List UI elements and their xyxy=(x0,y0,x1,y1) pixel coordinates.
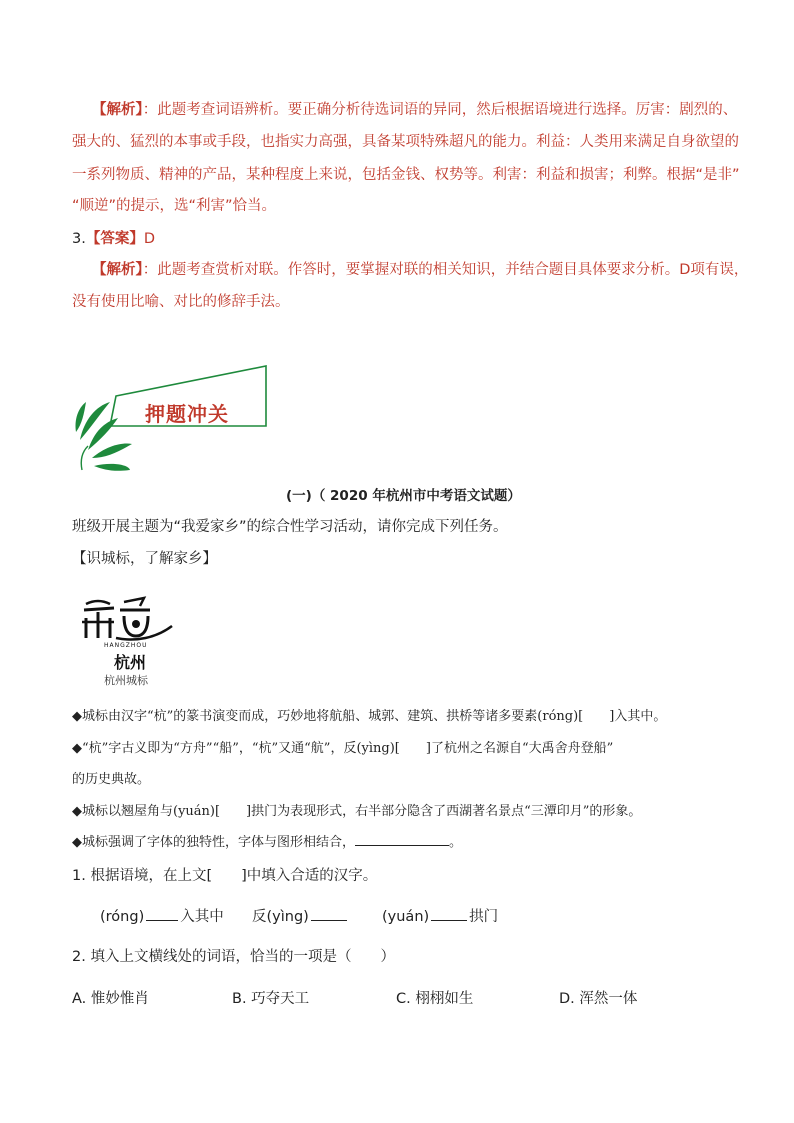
banner-title: 押题冲关 xyxy=(145,402,229,426)
analysis3-line1: 【解析】：此题考查赏析对联。作答时，要掌握对联的相关知识，并结合题目具体要求分析。D项有误， xyxy=(92,262,749,278)
bullet-item: ◆城标由汉字“杭”的篆书演变而成，巧妙地将航船、城郭、建筑、拱桥等诸多要素(róng)[ ]入其中。 xyxy=(72,709,667,724)
leaf-shape xyxy=(94,464,130,471)
answer-blank[interactable] xyxy=(431,906,467,921)
option-d[interactable]: D. 浑然一体 xyxy=(559,991,638,1007)
analysis3-line2: 没有使用比喻、对比的修辞手法。 xyxy=(72,294,290,310)
logo-caption: 杭州城标 xyxy=(104,674,148,687)
section-intro: 班级开展主题为“我爱家乡”的综合性学习活动，请你完成下列任务。 xyxy=(72,519,508,535)
leaf-shape xyxy=(92,444,132,458)
section-heading: (一)（ 2020 年杭州市中考语文试题） xyxy=(286,488,521,504)
question-1-stem: 1. 根据语境，在上文[ ]中填入合适的汉字。 xyxy=(72,868,378,884)
answer-blank[interactable] xyxy=(311,906,347,921)
answer-blank[interactable] xyxy=(355,831,449,846)
bullet-item: ◆城标强调了字体的独特性，字体与图形相结合， 。 xyxy=(72,831,462,850)
option-b[interactable]: B. 巧夺天工 xyxy=(232,991,310,1007)
leaf-stem xyxy=(81,446,88,470)
q1-answer-b: 反(yìng) xyxy=(252,906,347,927)
analysis-tag: 【解析】 xyxy=(92,262,143,278)
logo-name: 杭州 xyxy=(114,653,147,672)
answer-tag: 【答案】 xyxy=(85,231,144,247)
option-c[interactable]: C. 栩栩如生 xyxy=(396,991,474,1007)
logo-pinyin: HANGZHOU xyxy=(104,642,148,649)
analysis2-line3: 一系列物质、精神的产品，某种程度上来说，包括金钱、权势等。利害：利益和损害；利弊。根据“是非” xyxy=(72,167,740,183)
analysis2-line1: 【解析】：此题考查词语辨析。要正确分析待选词语的异同，然后根据语境进行选择。厉害：剧烈的、 xyxy=(92,102,738,118)
bullet-item: ◆城标以翘屋角与(yuán)[ ]拱门为表现形式，右半部分隐含了西湖著名景点“三潭印月”的形象。 xyxy=(72,804,642,819)
answer-blank[interactable] xyxy=(146,906,178,921)
q1-answer-c: (yuán) 拱门 xyxy=(382,906,498,927)
q1-answer-a: (róng) 入其中 xyxy=(100,906,224,927)
analysis-tag: 【解析】 xyxy=(92,102,143,118)
hangzhou-logo-icon xyxy=(80,596,174,642)
analysis2-line2: 强大的、猛烈的本事或手段，也指实力高强，具备某项特殊超凡的能力。利益：人类用来满足自身欲望的 xyxy=(72,134,739,150)
bullet-item: ◆“杭”字古义即为“方舟”“船”，“杭”又通“航”，反(yìng)[ ]了杭州之名源自“大禹舍舟登船” xyxy=(72,741,614,756)
bullet-item-continued: 的历史典故。 xyxy=(72,772,151,787)
option-a[interactable]: A. 惟妙惟肖 xyxy=(72,991,149,1007)
answer-value: D xyxy=(143,231,156,247)
task-title: 【识城标，了解家乡】 xyxy=(72,551,217,567)
question-2-stem: 2. 填入上文横线处的词语，恰当的一项是（ ） xyxy=(72,949,395,965)
analysis2-line4: “顺逆”的提示，选“利害”恰当。 xyxy=(72,198,277,214)
answer3: 3.【答案】D xyxy=(72,231,156,247)
